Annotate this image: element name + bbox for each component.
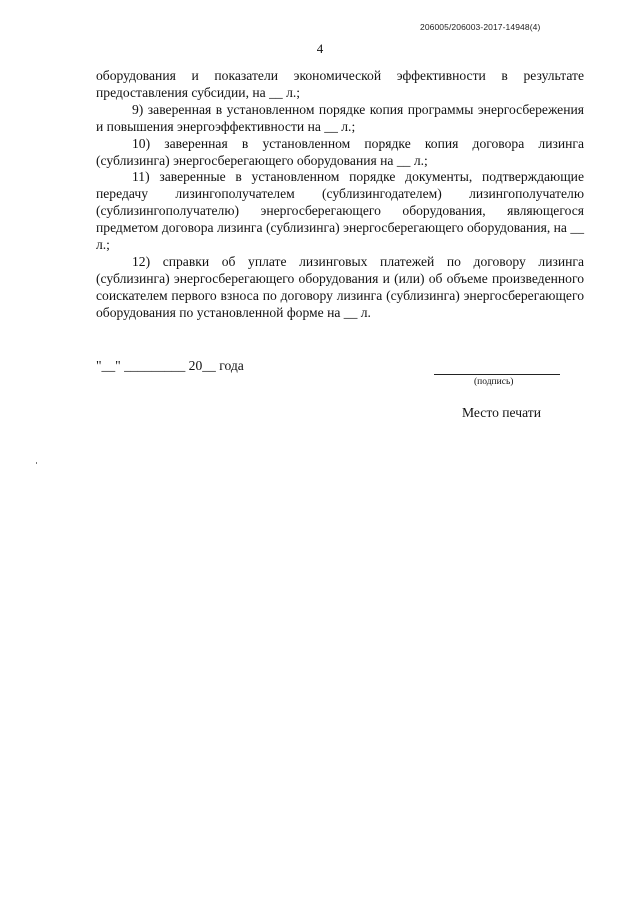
signature-line bbox=[434, 374, 560, 375]
page-number: 4 bbox=[316, 41, 324, 56]
paragraph-continuation: оборудования и показатели экономической эффективности в результате предоставления субсидии, на __ л.; bbox=[96, 68, 584, 100]
date-line: "__" _________ 20__ года bbox=[96, 358, 244, 373]
document-body bbox=[96, 68, 584, 322]
signature-block bbox=[96, 358, 566, 438]
paragraph-item-10: 10) заверенная в установленном порядке копия договора лизинга (сублизинга) энергосберегающего оборудования на __ л.; bbox=[96, 135, 584, 168]
scan-speck bbox=[36, 462, 37, 464]
document-id: 206005/206003-2017-14948(4) bbox=[420, 22, 541, 32]
signature-caption: (подпись) bbox=[474, 377, 514, 387]
paragraph-item-12: 12) справки об уплате лизинговых платежей по договору лизинга (сублизинга) энергосберегающего оборудования и (или) об объеме произведенного соискателем первого взноса по договору лизинга (сублизинга) энергосберегающего оборудования по установленной форме на __ л. bbox=[96, 253, 584, 320]
paragraph-item-9: 9) заверенная в установленном порядке копия программы энергосбережения и повышения энергоэффективности на __ л.; bbox=[96, 101, 584, 134]
paragraph-item-11: 11) заверенные в установленном порядке документы, подтверждающие передачу лизингополучателем (сублизингодателем) лизингополучателю (сублизингополучателю) энергосберегающего оборудования, являющегося предметом договора лизинга (сублизинга) энергосберегающего оборудования, на __ л.; bbox=[96, 169, 584, 253]
stamp-place-label: Место печати bbox=[462, 405, 541, 420]
